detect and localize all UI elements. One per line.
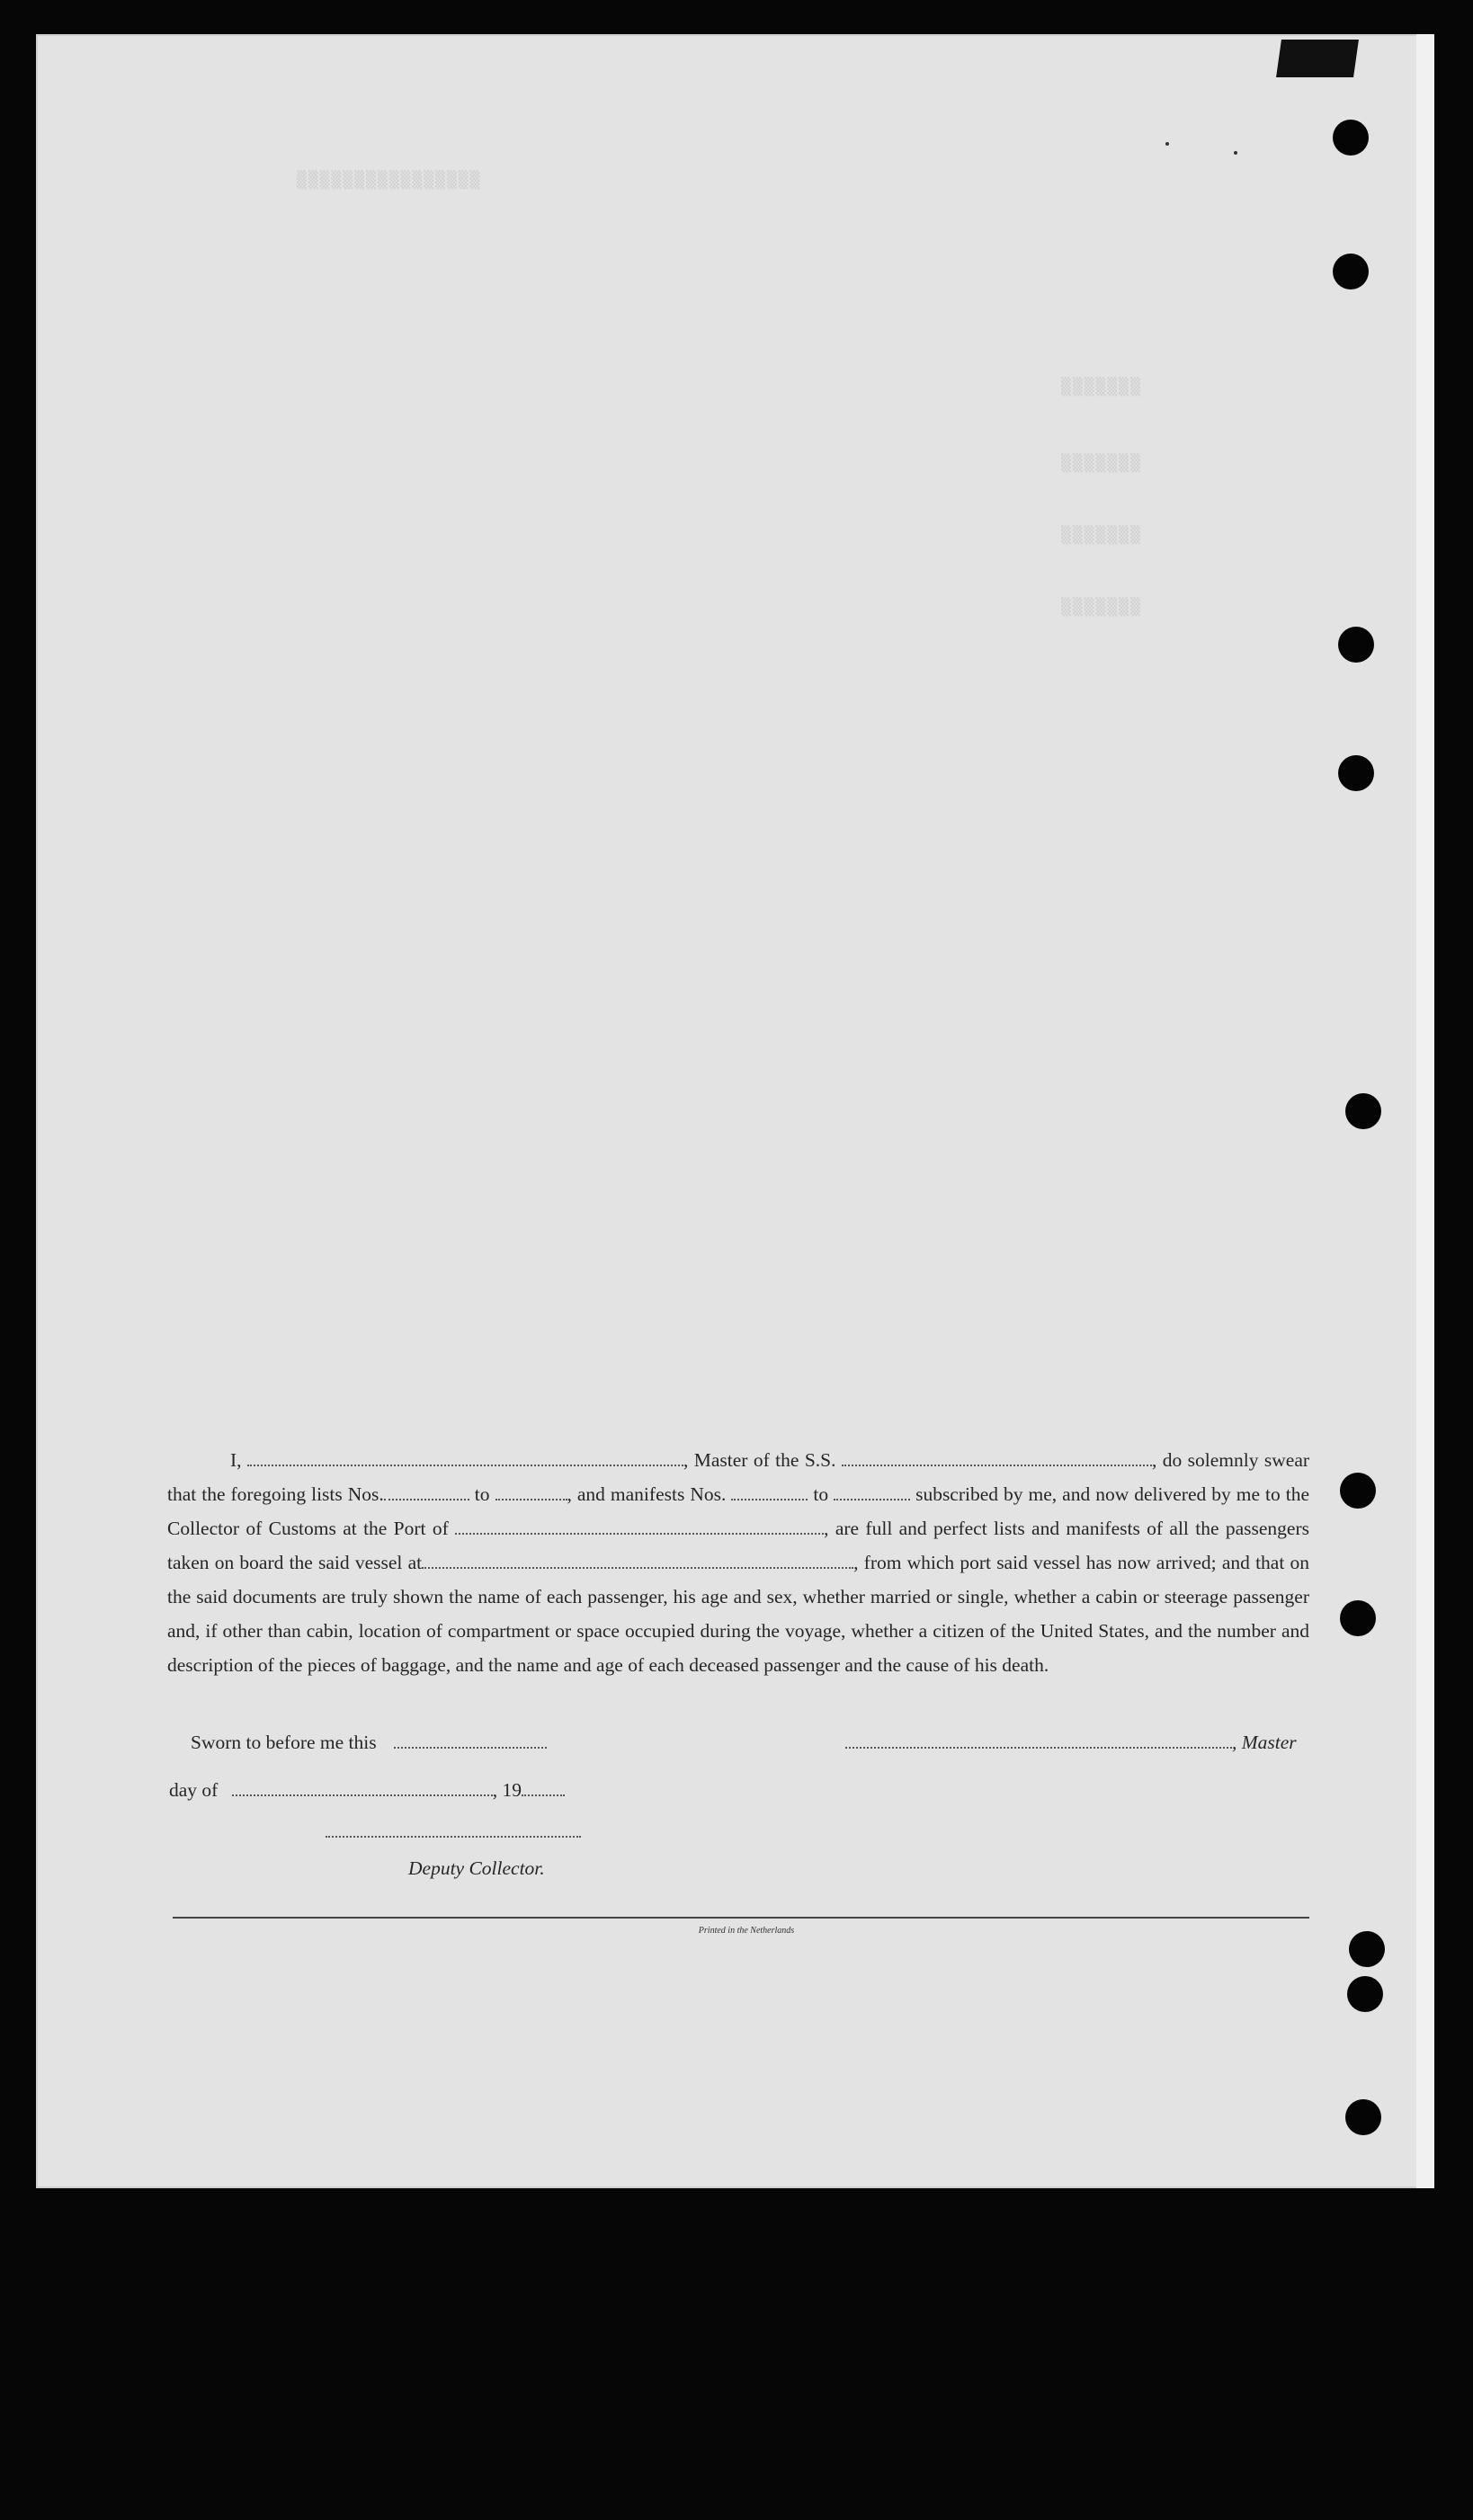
sworn-label: Sworn to before me this (191, 1732, 377, 1753)
bleed-through-mark: ▒▒▒▒▒▒▒▒▒▒▒▒▒▒▒▒ (297, 171, 482, 190)
port-field (455, 1517, 824, 1535)
sworn-date-field (394, 1731, 547, 1749)
deputy-collector-label: Deputy Collector. (408, 1857, 545, 1879)
master-signature-field (845, 1731, 1232, 1749)
punch-hole (1338, 755, 1374, 791)
oath-subscribed: subscribed by me, and now (915, 1483, 1129, 1505)
oath-and-manifests: , and manifests Nos. (567, 1483, 727, 1505)
oath-master-of-ss: , Master of the S.S. (683, 1449, 836, 1471)
oath-from-which: , from which (853, 1552, 955, 1573)
punch-hole (1349, 1931, 1385, 1967)
speck (1165, 142, 1169, 146)
manifests-from-field (731, 1483, 808, 1500)
oath-do-solemnly: , do solemnly (1151, 1449, 1259, 1471)
bleed-through-mark: ▒▒▒▒▒▒▒ (1061, 598, 1142, 617)
vessel-name-field (842, 1448, 1152, 1466)
punch-hole (1347, 1976, 1383, 2012)
master-name-field (247, 1448, 683, 1466)
manifests-to-field (834, 1483, 910, 1500)
sworn-row (191, 1731, 547, 1754)
bleed-through-mark: ▒▒▒▒▒▒▒ (1061, 526, 1142, 545)
day-month-field (232, 1778, 493, 1796)
master-signature-line (845, 1731, 1297, 1754)
lists-to-field (495, 1483, 567, 1500)
deputy-signature-field (326, 1836, 581, 1838)
day-row (169, 1778, 565, 1802)
year-label: , 19 (492, 1779, 522, 1801)
oath-body: port said vessel has now arrived; and that on the said documents are truly shown the name of each passenger, his age and sex, whether married or single, whether a cabin or steerage passenger and, if other than cabin, location of compartment or space occupied during the voyage, whether a citizen of the United States, and the number and description of the pieces of baggage, and the name and age of each deceased passenger and the cause of his death. (167, 1552, 1309, 1676)
document-page (36, 34, 1434, 2188)
oath-full-perfect: , are full and perfect lists and (824, 1518, 1060, 1539)
punch-hole (1340, 1600, 1376, 1636)
embark-port-field (422, 1551, 853, 1569)
oath-swear-lists: swear that the foregoing lists Nos. (167, 1449, 1310, 1505)
master-label: , Master (1232, 1732, 1297, 1753)
speck (1234, 151, 1237, 155)
year-field (522, 1778, 565, 1796)
punch-hole (1340, 1473, 1376, 1509)
corner-tab-mark (1276, 40, 1359, 77)
punch-hole (1345, 1093, 1381, 1129)
punch-hole (1333, 254, 1369, 289)
printed-in-label: Printed in the Netherlands (698, 1926, 795, 1936)
bleed-through-mark: ▒▒▒▒▒▒▒ (1061, 454, 1142, 473)
punch-hole (1333, 120, 1369, 156)
oath-to-1: to (474, 1483, 490, 1505)
page-edge (1416, 34, 1434, 2188)
oath-i-label: I, (230, 1449, 242, 1471)
punch-hole (1338, 627, 1374, 663)
lists-from-field (384, 1483, 469, 1500)
bleed-through-mark: ▒▒▒▒▒▒▒ (1061, 378, 1142, 396)
oath-to-2: to (813, 1483, 829, 1505)
footer-rule (173, 1917, 1309, 1919)
oath-manifests-all: manifests of all the passengers taken on board the said vessel at (167, 1518, 1309, 1573)
oath-paragraph (167, 1443, 1309, 1682)
day-of-label: day of (169, 1779, 219, 1801)
punch-hole (1345, 2099, 1381, 2135)
oath-delivered: delivered by me to the Collector of Customs at the Port of (167, 1483, 1309, 1539)
